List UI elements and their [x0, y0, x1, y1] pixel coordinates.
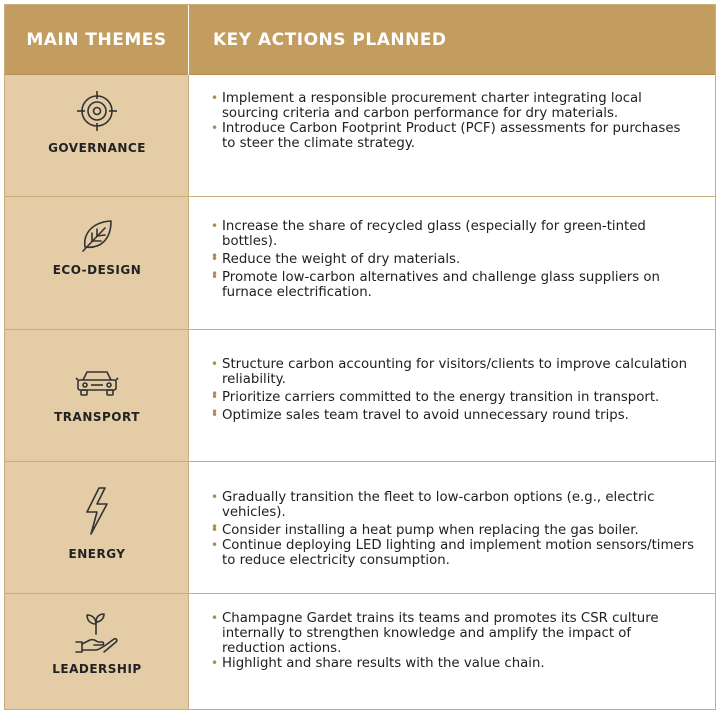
themes-actions-table [4, 4, 716, 710]
hand-sprout-icon [74, 612, 120, 654]
header-main-themes: MAIN THEMES [5, 5, 189, 75]
action-item: • Optimize sales team travel to avoid unnecessary round trips. [211, 408, 695, 423]
actions-cell-transport [211, 357, 695, 423]
target-icon [75, 89, 119, 133]
theme-cell-leadership [5, 594, 189, 709]
theme-label-governance: GOVERNANCE [48, 141, 146, 155]
actions-cell-energy [211, 490, 695, 568]
theme-cell-energy [5, 462, 189, 593]
action-item: • Highlight and share results with the value chain. [211, 656, 695, 671]
table-header [5, 5, 715, 75]
action-item: • Champagne Gardet trains its teams and promotes its CSR culture internally to strengthen knowledge and amplify the impact of reduction actions. [211, 611, 695, 656]
table-row-leadership [5, 594, 715, 709]
action-item: • Structure carbon accounting for visitors/clients to improve calculation reliability. [211, 357, 695, 387]
theme-cell-eco-design [5, 197, 189, 329]
car-icon [75, 368, 119, 398]
table-row-transport [5, 330, 715, 462]
theme-label-transport: TRANSPORT [54, 410, 140, 424]
action-item: • Continue deploying LED lighting and implement motion sensors/timers to reduce electricity consumption. [211, 538, 695, 568]
action-item: • Introduce Carbon Footprint Product (PCF) assessments for purchases to steer the climate strategy. [211, 121, 695, 151]
theme-label-leadership: LEADERSHIP [52, 662, 142, 676]
lightning-icon [83, 486, 111, 536]
header-key-actions: KEY ACTIONS PLANNED [213, 30, 447, 50]
theme-cell-governance [5, 75, 189, 196]
action-item: • Prioritize carriers committed to the energy transition in transport. [211, 390, 695, 405]
action-item: • Reduce the weight of dry materials. [211, 252, 695, 267]
actions-cell-eco-design [211, 219, 695, 300]
table-row-energy [5, 462, 715, 594]
action-item: • Promote low-carbon alternatives and challenge glass suppliers on furnace electrification. [211, 270, 695, 300]
leaf-icon [77, 215, 117, 255]
action-item: • Implement a responsible procurement charter integrating local sourcing criteria and carbon performance for dry materials. [211, 91, 695, 121]
table-row-governance [5, 75, 715, 197]
theme-label-energy: ENERGY [68, 547, 126, 561]
actions-cell-leadership [211, 611, 695, 671]
theme-cell-transport [5, 330, 189, 461]
action-item: • Gradually transition the fleet to low-carbon options (e.g., electric vehicles). [211, 490, 695, 520]
action-item: • Consider installing a heat pump when replacing the gas boiler. [211, 523, 695, 538]
table-row-eco-design [5, 197, 715, 330]
actions-cell-governance [211, 91, 695, 151]
action-item: • Increase the share of recycled glass (especially for green-tinted bottles). [211, 219, 695, 249]
theme-label-eco-design: ECO-DESIGN [52, 263, 142, 277]
